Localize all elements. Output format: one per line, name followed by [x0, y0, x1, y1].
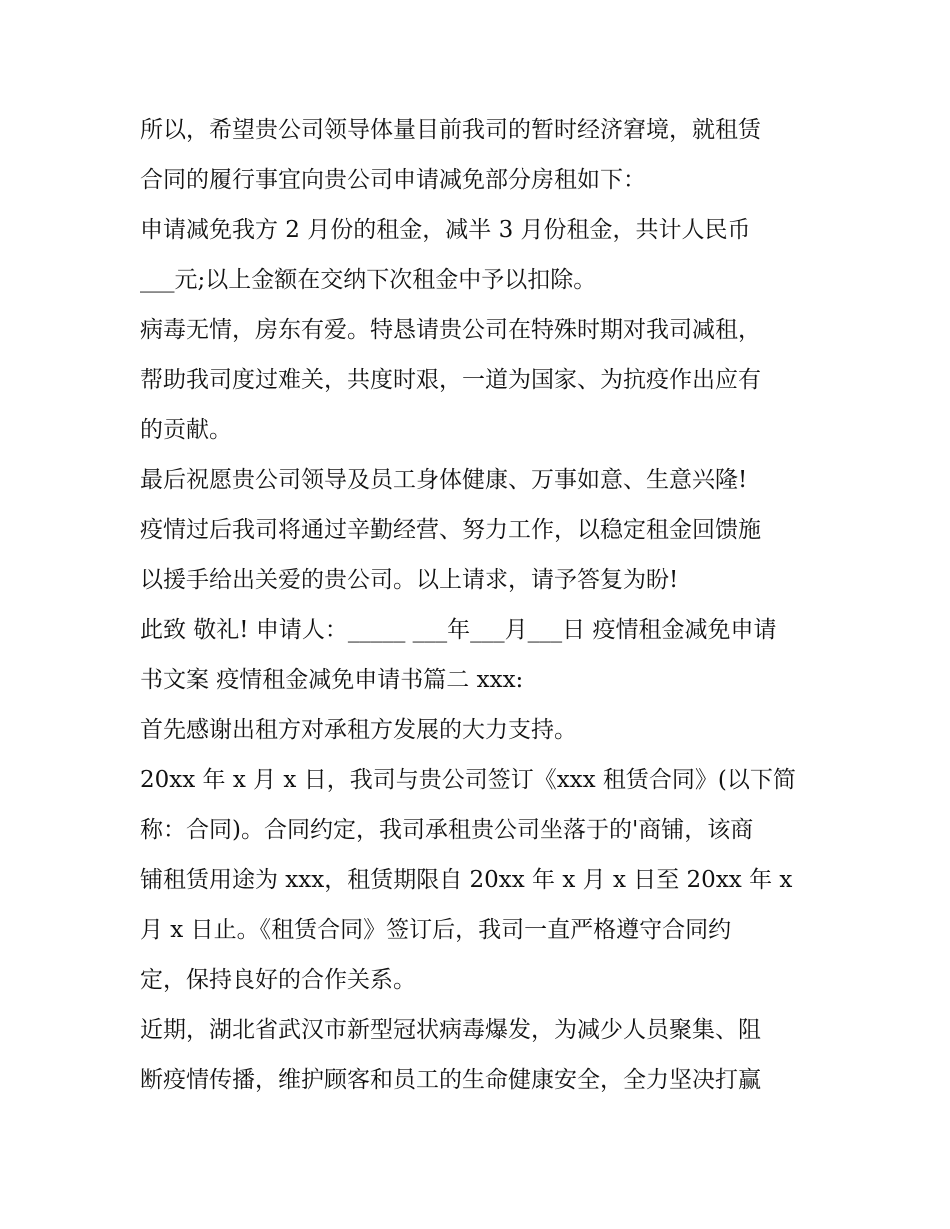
text-line: 帮助我司度过难关，共度时艰，一道为国家、为抗疫作出应有 [140, 367, 761, 393]
text-line: 月 x 日止。《租赁合同》签订后，我司一直严格遵守合同约 [140, 917, 732, 943]
text-line: 近期，湖北省武汉市新型冠状病毒爆发，为减少人员聚集、阻 [140, 1017, 761, 1043]
text-line: 20xx 年 x 月 x 日，我司与贵公司签订《xxx 租赁合同》(以下简 [140, 767, 796, 793]
text-line: 书文案 疫情租金减免申请书篇二 xxx: [140, 667, 524, 693]
text-line: 的贡献。 [140, 417, 232, 443]
text-line: 疫情过后我司将通过辛勤经营、努力工作，以稳定租金回馈施 [140, 517, 761, 543]
text-line: 合同的履行事宜向贵公司申请减免部分房租如下： [140, 167, 646, 193]
text-line: 称：合同)。合同约定，我司承租贵公司坐落于的'商铺，该商 [140, 817, 754, 843]
text-line: 病毒无情，房东有爱。特恳请贵公司在特殊时期对我司减租， [140, 317, 761, 343]
text-line: 首先感谢出租方对承租方发展的大力支持。 [140, 717, 577, 743]
text-line: 定，保持良好的合作关系。 [140, 967, 416, 993]
text-line: 铺租赁用途为 xxx，租赁期限自 20xx 年 x 月 x 日至 20xx 年 x [140, 867, 793, 893]
text-line: 此致 敬礼! 申请人：_____ ___年___月___日 疫情租金减免申请 [140, 617, 777, 643]
text-line: 最后祝愿贵公司领导及员工身体健康、万事如意、生意兴隆! [140, 467, 748, 493]
document-body [140, 105, 820, 1105]
text-line: ___元;以上金额在交纳下次租金中予以扣除。 [140, 267, 597, 293]
text-line: 所以，希望贵公司领导体量目前我司的暂时经济窘境，就租赁 [140, 117, 761, 143]
text-line: 以援手给出关爱的贵公司。以上请求，请予答复为盼! [140, 567, 679, 593]
text-line: 断疫情传播，维护顾客和员工的生命健康安全，全力坚决打赢 [140, 1067, 761, 1093]
text-line: 申请减免我方 2 月份的租金，减半 3 月份租金，共计人民币 [140, 217, 751, 243]
